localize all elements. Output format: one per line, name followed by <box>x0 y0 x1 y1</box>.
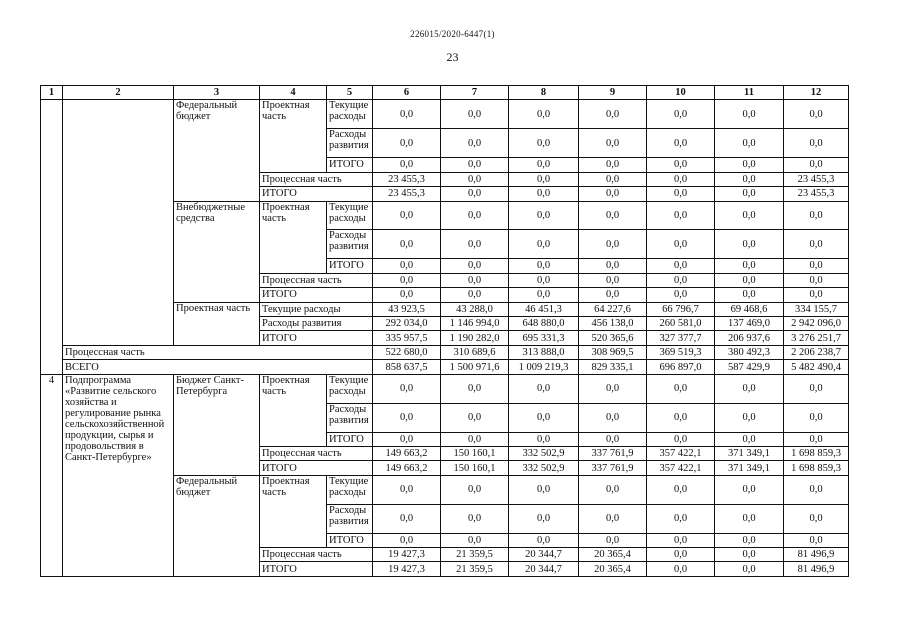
value-cell: 648 880,0 <box>509 317 579 331</box>
value-cell: 0,0 <box>509 259 579 273</box>
value-cell: 337 761,9 <box>579 446 647 460</box>
header-cell: 7 <box>441 86 509 100</box>
value-cell: 0,0 <box>784 504 849 533</box>
value-cell: 0,0 <box>579 533 647 547</box>
development-expenses-label: Расходы развития <box>327 230 373 259</box>
value-cell: 0,0 <box>579 475 647 504</box>
header-cell: 12 <box>784 86 849 100</box>
value-cell: 43 288,0 <box>441 302 509 316</box>
project-part-label: Проектная часть <box>260 475 327 547</box>
budget-table <box>40 85 849 577</box>
header-cell: 1 <box>41 86 63 100</box>
value-cell: 858 637,5 <box>373 360 441 374</box>
value-cell: 369 519,3 <box>647 345 715 359</box>
development-expenses-label: Расходы развития <box>327 403 373 432</box>
table-row <box>41 100 849 129</box>
table-row <box>41 360 849 374</box>
header-cell: 10 <box>647 86 715 100</box>
index-cell <box>41 100 63 374</box>
value-cell: 0,0 <box>509 475 579 504</box>
value-cell: 23 455,3 <box>784 187 849 201</box>
value-cell: 1 009 219,3 <box>509 360 579 374</box>
value-cell: 0,0 <box>715 230 784 259</box>
value-cell: 520 365,6 <box>579 331 647 345</box>
value-cell: 0,0 <box>647 374 715 403</box>
value-cell: 0,0 <box>579 403 647 432</box>
value-cell: 0,0 <box>647 201 715 230</box>
value-cell: 587 429,9 <box>715 360 784 374</box>
current-expenses-label: Текущие расходы <box>327 100 373 129</box>
value-cell: 0,0 <box>647 475 715 504</box>
itogo-label: ИТОГО <box>260 461 373 475</box>
value-cell: 0,0 <box>509 230 579 259</box>
value-cell: 0,0 <box>441 288 509 302</box>
value-cell: 332 502,9 <box>509 461 579 475</box>
value-cell: 310 689,6 <box>441 345 509 359</box>
value-cell: 371 349,1 <box>715 461 784 475</box>
value-cell: 0,0 <box>784 259 849 273</box>
value-cell: 829 335,1 <box>579 360 647 374</box>
value-cell: 150 160,1 <box>441 446 509 460</box>
program-cell <box>63 100 174 345</box>
value-cell: 0,0 <box>715 273 784 287</box>
value-cell: 0,0 <box>647 548 715 562</box>
value-cell: 19 427,3 <box>373 548 441 562</box>
value-cell: 332 502,9 <box>509 446 579 460</box>
value-cell: 337 761,9 <box>579 461 647 475</box>
value-cell: 0,0 <box>647 129 715 158</box>
value-cell: 0,0 <box>509 273 579 287</box>
value-cell: 0,0 <box>441 432 509 446</box>
value-cell: 150 160,1 <box>441 461 509 475</box>
value-cell: 0,0 <box>715 504 784 533</box>
value-cell: 0,0 <box>509 187 579 201</box>
value-cell: 0,0 <box>579 288 647 302</box>
header-cell: 4 <box>260 86 327 100</box>
value-cell: 0,0 <box>579 504 647 533</box>
process-part-label: Процессная часть <box>260 446 373 460</box>
value-cell: 0,0 <box>647 432 715 446</box>
value-cell: 0,0 <box>579 259 647 273</box>
value-cell: 0,0 <box>784 230 849 259</box>
subprogram-title: Подпрограмма «Развитие сельского хозяйства и регулирование рынка сельскохозяйственной продукции, сырья и продовольствия в Санкт-Петербурге» <box>63 374 174 576</box>
value-cell: 0,0 <box>441 475 509 504</box>
value-cell: 0,0 <box>509 201 579 230</box>
value-cell: 0,0 <box>373 100 441 129</box>
project-part-label: Проектная часть <box>260 100 327 172</box>
itogo-label: ИТОГО <box>260 187 373 201</box>
value-cell: 23 455,3 <box>784 172 849 186</box>
value-cell: 0,0 <box>373 288 441 302</box>
project-part-label: Проектная часть <box>260 374 327 446</box>
value-cell: 0,0 <box>715 533 784 547</box>
value-cell: 357 422,1 <box>647 446 715 460</box>
value-cell: 0,0 <box>647 403 715 432</box>
value-cell: 19 427,3 <box>373 562 441 577</box>
value-cell: 20 365,4 <box>579 562 647 577</box>
value-cell: 0,0 <box>509 288 579 302</box>
header-cell: 2 <box>63 86 174 100</box>
value-cell: 0,0 <box>509 129 579 158</box>
page-number: 23 <box>446 50 459 64</box>
value-cell: 0,0 <box>509 403 579 432</box>
value-cell: 0,0 <box>784 158 849 172</box>
value-cell: 0,0 <box>373 230 441 259</box>
value-cell: 0,0 <box>373 504 441 533</box>
total-project-part-label: Проектная часть <box>174 302 260 345</box>
total-label: ВСЕГО <box>63 360 373 374</box>
value-cell: 20 365,4 <box>579 548 647 562</box>
value-cell: 0,0 <box>579 201 647 230</box>
value-cell: 0,0 <box>441 504 509 533</box>
value-cell: 696 897,0 <box>647 360 715 374</box>
header-cell: 9 <box>579 86 647 100</box>
value-cell: 1 698 859,3 <box>784 446 849 460</box>
value-cell: 0,0 <box>715 172 784 186</box>
itogo-label: ИТОГО <box>327 533 373 547</box>
value-cell: 334 155,7 <box>784 302 849 316</box>
value-cell: 0,0 <box>441 187 509 201</box>
process-part-label: Процессная часть <box>260 548 373 562</box>
value-cell: 0,0 <box>784 403 849 432</box>
value-cell: 0,0 <box>784 533 849 547</box>
value-cell: 0,0 <box>509 533 579 547</box>
value-cell: 0,0 <box>509 504 579 533</box>
value-cell: 0,0 <box>373 273 441 287</box>
project-part-label: Проектная часть <box>260 201 327 273</box>
value-cell: 66 796,7 <box>647 302 715 316</box>
value-cell: 0,0 <box>784 273 849 287</box>
value-cell: 0,0 <box>647 100 715 129</box>
row-index: 4 <box>41 374 63 576</box>
value-cell: 0,0 <box>647 288 715 302</box>
value-cell: 0,0 <box>509 172 579 186</box>
header-cell: 5 <box>327 86 373 100</box>
header-cell: 11 <box>715 86 784 100</box>
value-cell: 0,0 <box>715 548 784 562</box>
value-cell: 0,0 <box>647 230 715 259</box>
value-cell: 20 344,7 <box>509 548 579 562</box>
value-cell: 0,0 <box>715 259 784 273</box>
value-cell: 0,0 <box>509 432 579 446</box>
value-cell: 0,0 <box>784 100 849 129</box>
value-cell: 0,0 <box>441 403 509 432</box>
value-cell: 0,0 <box>579 374 647 403</box>
value-cell: 23 455,3 <box>373 172 441 186</box>
value-cell: 64 227,6 <box>579 302 647 316</box>
development-expenses-label: Расходы развития <box>327 504 373 533</box>
value-cell: 2 942 096,0 <box>784 317 849 331</box>
value-cell: 206 937,6 <box>715 331 784 345</box>
value-cell: 149 663,2 <box>373 446 441 460</box>
itogo-label: ИТОГО <box>327 158 373 172</box>
value-cell: 0,0 <box>579 172 647 186</box>
value-cell: 0,0 <box>441 172 509 186</box>
value-cell: 327 377,7 <box>647 331 715 345</box>
value-cell: 0,0 <box>509 158 579 172</box>
value-cell: 0,0 <box>441 129 509 158</box>
value-cell: 0,0 <box>579 230 647 259</box>
value-cell: 0,0 <box>373 432 441 446</box>
value-cell: 0,0 <box>579 273 647 287</box>
value-cell: 0,0 <box>647 273 715 287</box>
value-cell: 0,0 <box>715 187 784 201</box>
process-part-label: Процессная часть <box>63 345 373 359</box>
value-cell: 308 969,5 <box>579 345 647 359</box>
value-cell: 0,0 <box>784 432 849 446</box>
value-cell: 0,0 <box>373 201 441 230</box>
value-cell: 0,0 <box>441 201 509 230</box>
table-row <box>41 374 849 403</box>
value-cell: 456 138,0 <box>579 317 647 331</box>
value-cell: 0,0 <box>647 259 715 273</box>
value-cell: 0,0 <box>715 374 784 403</box>
value-cell: 0,0 <box>715 100 784 129</box>
value-cell: 0,0 <box>715 403 784 432</box>
process-part-label: Процессная часть <box>260 273 373 287</box>
value-cell: 0,0 <box>715 562 784 577</box>
source-spb-budget: Бюджет Санкт-Петербурга <box>174 374 260 475</box>
value-cell: 0,0 <box>647 504 715 533</box>
value-cell: 0,0 <box>784 374 849 403</box>
value-cell: 292 034,0 <box>373 317 441 331</box>
header-cell: 6 <box>373 86 441 100</box>
itogo-label: ИТОГО <box>327 432 373 446</box>
header-row <box>41 86 849 100</box>
development-expenses-label: Расходы развития <box>327 129 373 158</box>
itogo-label: ИТОГО <box>260 331 373 345</box>
value-cell: 0,0 <box>373 374 441 403</box>
value-cell: 0,0 <box>441 259 509 273</box>
header-cell: 3 <box>174 86 260 100</box>
source-federal-budget: Федеральный бюджет <box>174 100 260 201</box>
value-cell: 371 349,1 <box>715 446 784 460</box>
source-extrabudgetary: Внебюджетные средства <box>174 201 260 302</box>
value-cell: 3 276 251,7 <box>784 331 849 345</box>
process-part-label: Процессная часть <box>260 172 373 186</box>
value-cell: 69 468,6 <box>715 302 784 316</box>
value-cell: 313 888,0 <box>509 345 579 359</box>
document-id: 226015/2020-6447(1) <box>410 29 495 39</box>
value-cell: 0,0 <box>373 533 441 547</box>
value-cell: 0,0 <box>579 100 647 129</box>
value-cell: 0,0 <box>647 172 715 186</box>
value-cell: 23 455,3 <box>373 187 441 201</box>
value-cell: 0,0 <box>441 273 509 287</box>
value-cell: 2 206 238,7 <box>784 345 849 359</box>
value-cell: 0,0 <box>373 129 441 158</box>
value-cell: 0,0 <box>715 475 784 504</box>
value-cell: 0,0 <box>715 129 784 158</box>
value-cell: 0,0 <box>373 158 441 172</box>
current-expenses-label: Текущие расходы <box>327 374 373 403</box>
itogo-label: ИТОГО <box>260 562 373 577</box>
value-cell: 0,0 <box>647 562 715 577</box>
value-cell: 21 359,5 <box>441 548 509 562</box>
source-federal-budget: Федеральный бюджет <box>174 475 260 576</box>
value-cell: 0,0 <box>647 533 715 547</box>
value-cell: 81 496,9 <box>784 562 849 577</box>
itogo-label: ИТОГО <box>260 288 373 302</box>
value-cell: 0,0 <box>373 403 441 432</box>
value-cell: 695 331,3 <box>509 331 579 345</box>
value-cell: 380 492,3 <box>715 345 784 359</box>
value-cell: 46 451,3 <box>509 302 579 316</box>
value-cell: 0,0 <box>647 187 715 201</box>
value-cell: 260 581,0 <box>647 317 715 331</box>
value-cell: 0,0 <box>715 201 784 230</box>
value-cell: 0,0 <box>441 158 509 172</box>
value-cell: 1 500 971,6 <box>441 360 509 374</box>
value-cell: 81 496,9 <box>784 548 849 562</box>
value-cell: 0,0 <box>579 129 647 158</box>
value-cell: 1 698 859,3 <box>784 461 849 475</box>
value-cell: 20 344,7 <box>509 562 579 577</box>
value-cell: 0,0 <box>784 288 849 302</box>
value-cell: 0,0 <box>784 129 849 158</box>
value-cell: 0,0 <box>715 288 784 302</box>
value-cell: 0,0 <box>784 475 849 504</box>
value-cell: 0,0 <box>715 158 784 172</box>
value-cell: 0,0 <box>647 158 715 172</box>
value-cell: 5 482 490,4 <box>784 360 849 374</box>
current-expenses-label: Текущие расходы <box>260 302 373 316</box>
value-cell: 0,0 <box>373 259 441 273</box>
value-cell: 0,0 <box>579 158 647 172</box>
value-cell: 357 422,1 <box>647 461 715 475</box>
value-cell: 149 663,2 <box>373 461 441 475</box>
value-cell: 21 359,5 <box>441 562 509 577</box>
value-cell: 0,0 <box>509 100 579 129</box>
value-cell: 137 469,0 <box>715 317 784 331</box>
current-expenses-label: Текущие расходы <box>327 475 373 504</box>
value-cell: 0,0 <box>441 230 509 259</box>
value-cell: 1 190 282,0 <box>441 331 509 345</box>
value-cell: 0,0 <box>715 432 784 446</box>
value-cell: 43 923,5 <box>373 302 441 316</box>
value-cell: 0,0 <box>579 432 647 446</box>
value-cell: 335 957,5 <box>373 331 441 345</box>
value-cell: 0,0 <box>441 533 509 547</box>
development-expenses-label: Расходы развития <box>260 317 373 331</box>
itogo-label: ИТОГО <box>327 259 373 273</box>
value-cell: 0,0 <box>441 374 509 403</box>
header-cell: 8 <box>509 86 579 100</box>
current-expenses-label: Текущие расходы <box>327 201 373 230</box>
value-cell: 0,0 <box>373 475 441 504</box>
value-cell: 0,0 <box>579 187 647 201</box>
value-cell: 1 146 994,0 <box>441 317 509 331</box>
table-row <box>41 345 849 359</box>
value-cell: 0,0 <box>509 374 579 403</box>
value-cell: 0,0 <box>784 201 849 230</box>
value-cell: 522 680,0 <box>373 345 441 359</box>
value-cell: 0,0 <box>441 100 509 129</box>
